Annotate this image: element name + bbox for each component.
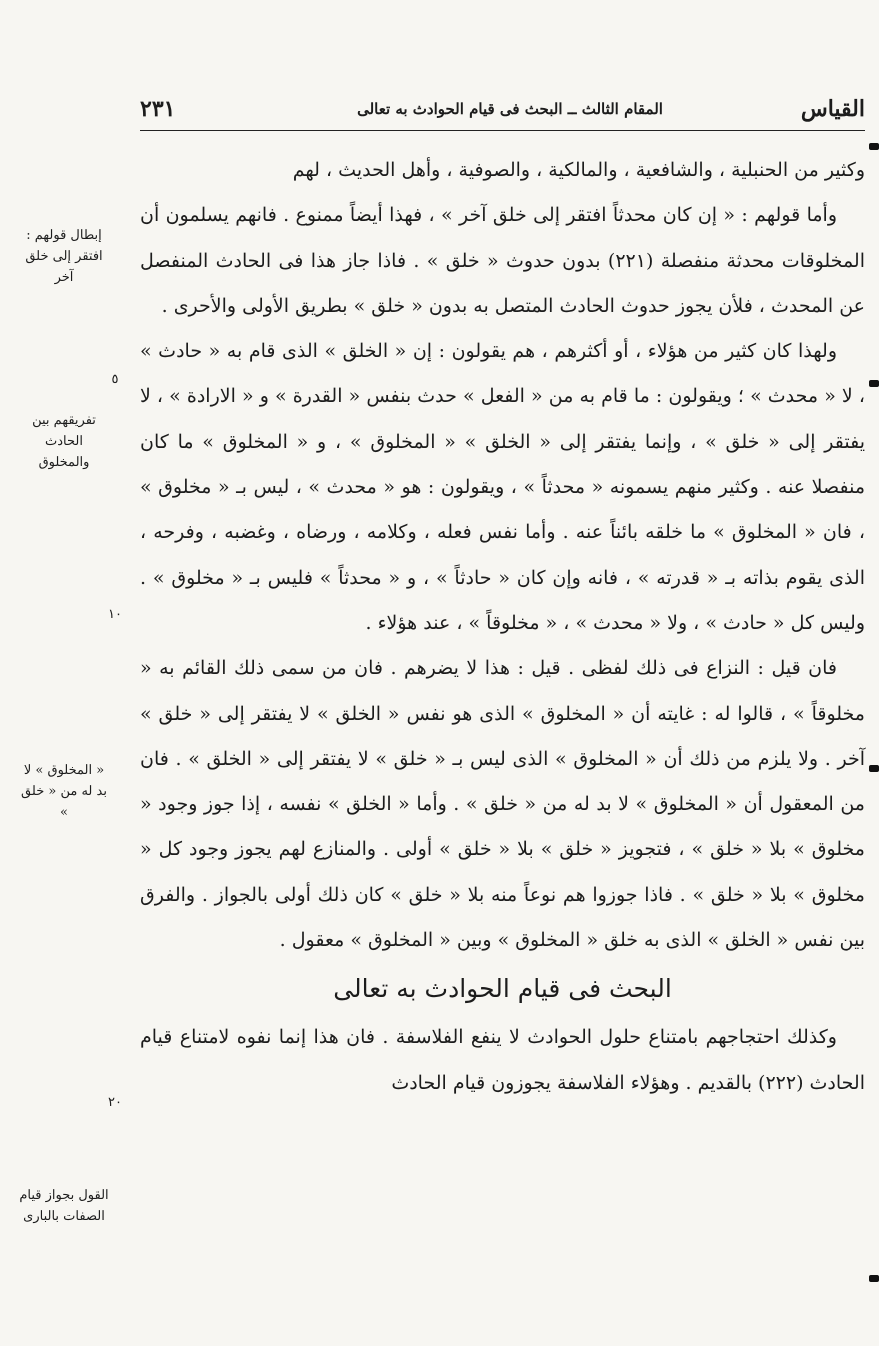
paragraph: ولهذا كان كثير من هؤلاء ، أو أكثرهم ، هم يقولون : إن « الخلق » الذى قام به « حادث » ، لا « محدث » ؛ ويقولون : ما قام به من « الفعل » حدث بنفس « القدرة » و « الارادة » ، لا يفتقر إلى « خلق » ، وإنما يفتقر إلى « الخلق » « المخلوق » ، و « المخلوق » ما كان منفصلا عنه . وكثير منهم يسمونه « محدثاً » ، ويقولون : هو « محدث » ، ليس بـ « مخلوق » ، فان « المخلوق » ما خلقه بائناً عنه . وأما نفس فعله ، وكلامه ، ورضاه ، وغضبه ، وفرحه ، الذى يقوم بذاته بـ « قدرته » ، فانه وإن كان « حادثاً » ، و « محدثاً » فليس بـ « مخلوق » . وليس كل « حادث » ، ولا « محدث » ، « مخلوقاً » ، عند هؤلاء . [140,340,865,634]
main-text [140,148,865,1106]
margin-note: القول بجواز قيام الصفات بالبارى [19,1188,109,1224]
paragraph: وكذلك احتجاجهم بامتناع حلول الحوادث لا ينفع الفلاسفة . فان هذا إنما نفوه لامتناع قيام الحادث (٢٢٢) بالقديم . وهؤلاء الفلاسفة يجوزون قيام الحادث [140,1026,865,1094]
margin-note: « المخلوق » لا بد له من « خلق » [21,763,107,820]
page-header [140,94,865,131]
page-number: ٢٣١ [140,96,176,122]
line-number: ١٠ [108,607,122,622]
edge-mark [869,380,879,387]
paragraph: وأما قولهم : « إن كان محدثاً افتقر إلى خلق آخر » ، فهذا أيضاً ممنوع . فانهم يسلمون أن المخلوقات محدثة منفصلة (٢٢١) بدون حدوث « خلق » . فاذا جاز هذا فى الحادث المنفصل عن المحدث ، فلأن يجوز حدوث الحادث المتصل به بدون « خلق » بطريق الأولى والأحرى . [140,204,865,317]
margin-note: تفريقهم بين الحادث والمخلوق [32,413,96,470]
line-number: ٥ [111,372,119,387]
section-heading: البحث فى قيام الحوادث به تعالى [333,974,672,1004]
edge-mark [869,143,879,150]
margin-note: إبطال قولهم : افتقر إلى خلق آخر [25,228,103,285]
edge-mark [869,1275,879,1282]
line-number: ٢٠ [108,1095,122,1110]
running-title: المقام الثالث ــ البحث فى قيام الحوادث به تعالى [357,100,663,118]
edge-mark [869,765,879,772]
book-title: القياس [800,96,865,122]
paragraph: وكثير من الحنبلية ، والشافعية ، والمالكية ، والصوفية ، وأهل الحديث ، لهم [292,159,865,181]
paragraph: فان قيل : النزاع فى ذلك لفظى . قيل : هذا لا يضرهم . فان من سمى ذلك القائم به « مخلوقاً » ، قالوا له : غايته أن « المخلوق » الذى هو نفس « الخلق » لا يفتقر إلى « خلق » آخر . ولا يلزم من ذلك أن « المخلوق » الذى ليس بـ « خلق » لا يفتقر إلى « الخلق » . فان من المعقول أن « المخلوق » لا بد له من « خلق » . وأما « الخلق » نفسه ، إذا جوز وجود « مخلوق » بلا « خلق » ، فتجويز « خلق » بلا « خلق » أولى . والمنازع لهم يجوز وجود كل « مخلوق » بلا « خلق » . فاذا جوزوا هم نوعاً منه بلا « خلق » كان ذلك أولى بالجواز . والفرق بين نفس « الخلق » الذى به خلق « المخلوق » وبين « المخلوق » معقول . [140,657,865,952]
